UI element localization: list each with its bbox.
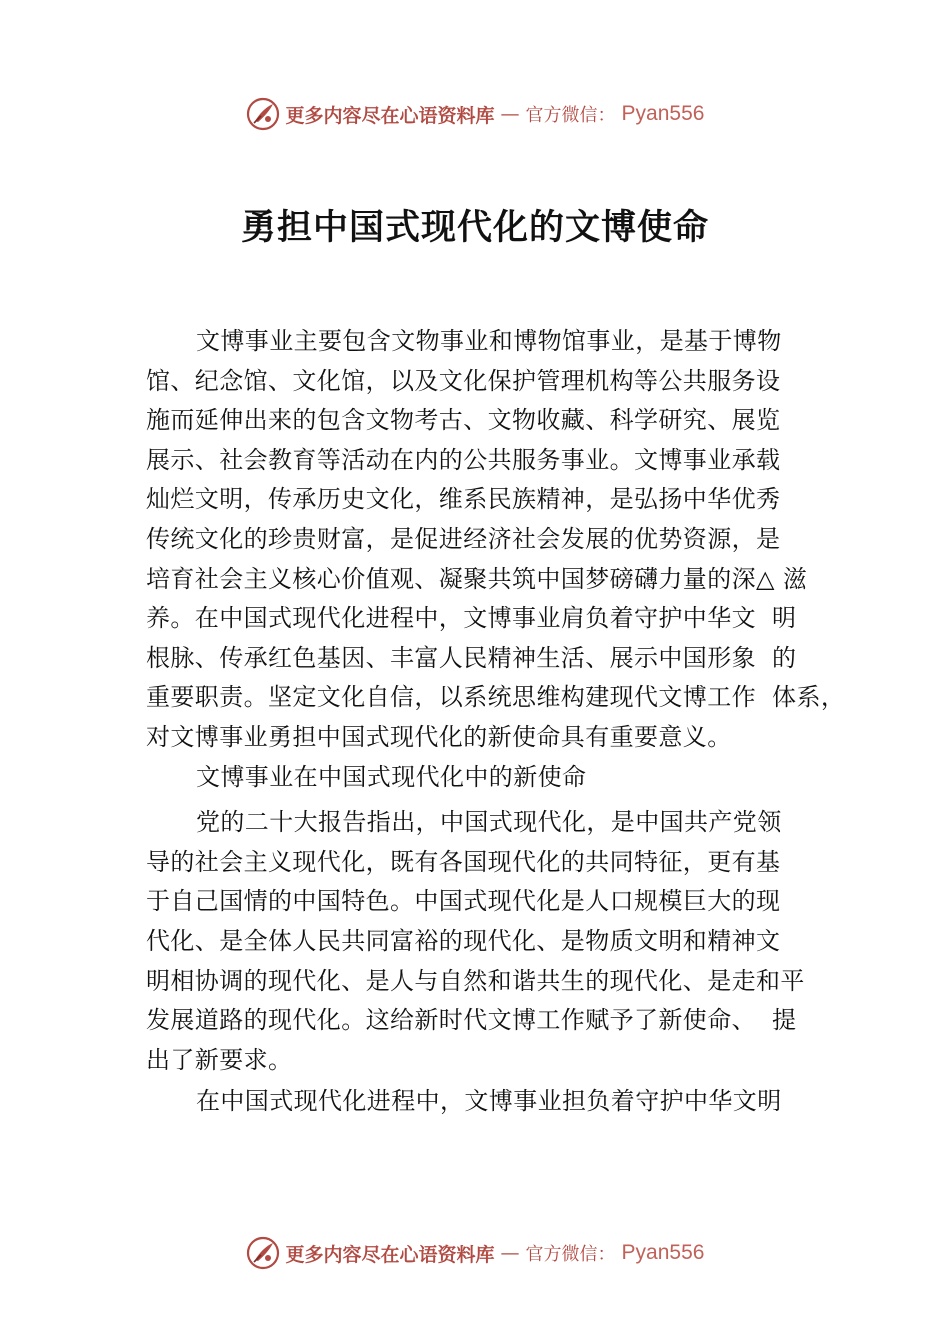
paragraph-line: 重要职责。坚定文化自信，以系统思维构建现代文博工作 体系， [146, 683, 846, 712]
banner-dash: — [500, 103, 520, 125]
paragraph-line: 灿烂文明，传承历史文化，维系民族精神，是弘扬中华优秀 [146, 485, 781, 514]
paragraph-line: 对文博事业勇担中国式现代化的新使命具有重要意义。 [146, 722, 732, 751]
paragraph-line: 在中国式现代化进程中，文博事业担负着守护中华文明 [196, 1087, 782, 1116]
banner-wechat-id: Pyan556 [621, 1241, 705, 1264]
banner-brand-text: 更多内容尽在心语资料库 [285, 1243, 495, 1266]
paragraph-line: 施而延伸出来的包含文物考古、文物收藏、科学研究、展览 [146, 406, 781, 435]
paragraph-line: 代化、是全体人民共同富裕的现代化、是物质文明和精神文 [146, 926, 781, 955]
paragraph-2 [146, 803, 866, 1080]
section-heading: 文博事业在中国式现代化中的新使命 [196, 762, 587, 791]
banner-wechat-id: Pyan556 [621, 102, 705, 125]
paragraph-1 [146, 322, 866, 758]
banner-brand-text: 更多内容尽在心语资料库 [285, 104, 495, 127]
paragraph-3 [146, 1082, 866, 1122]
banner-wechat-label: 官方微信： [525, 105, 616, 126]
quill-seal-logo-icon [246, 97, 280, 131]
paragraph-line: 根脉、传承红色基因、丰富人民精神生活、展示中国形象 的 [146, 643, 797, 672]
quill-seal-logo-icon [246, 1236, 280, 1270]
paragraph-line: 养。在中国式现代化进程中，文博事业肩负着守护中华文 明 [146, 604, 797, 633]
paragraph-line: 传统文化的珍贵财富，是促进经济社会发展的优势资源，是 [146, 524, 781, 553]
paragraph-line: 党的二十大报告指出，中国式现代化，是中国共产党领 [196, 808, 782, 837]
paragraph-line: 出了新要求。 [146, 1045, 293, 1074]
footer-watermark-banner [0, 1233, 950, 1273]
paragraph-line: 明相协调的现代化、是人与自然和谐共生的现代化、是走和平 [146, 966, 805, 995]
header-watermark-banner [0, 94, 950, 134]
paragraph-line: 发展道路的现代化。这给新时代文博工作赋予了新使命、 提 [146, 1006, 797, 1035]
document-title: 勇担中国式现代化的文博使命 [240, 207, 709, 248]
paragraph-line: 导的社会主义现代化，既有各国现代化的共同特征，更有基 [146, 847, 781, 876]
paragraph-line: 馆、纪念馆、文化馆，以及文化保护管理机构等公共服务设 [146, 366, 781, 395]
paragraph-line: 展示、社会教育等活动在内的公共服务事业。文博事业承载 [146, 445, 781, 474]
paragraph-line: 于自己国情的中国特色。中国式现代化是人口规模巨大的现 [146, 887, 781, 916]
paragraph-line: 培育社会主义核心价值观、凝聚共筑中国梦磅礴力量的深△ 滋 [146, 564, 808, 593]
banner-wechat-label: 官方微信： [525, 1244, 616, 1265]
banner-dash: — [500, 1242, 520, 1264]
paragraph-line: 文博事业主要包含文物事业和博物馆事业，是基于博物 [196, 327, 782, 355]
document-body [146, 322, 866, 1122]
